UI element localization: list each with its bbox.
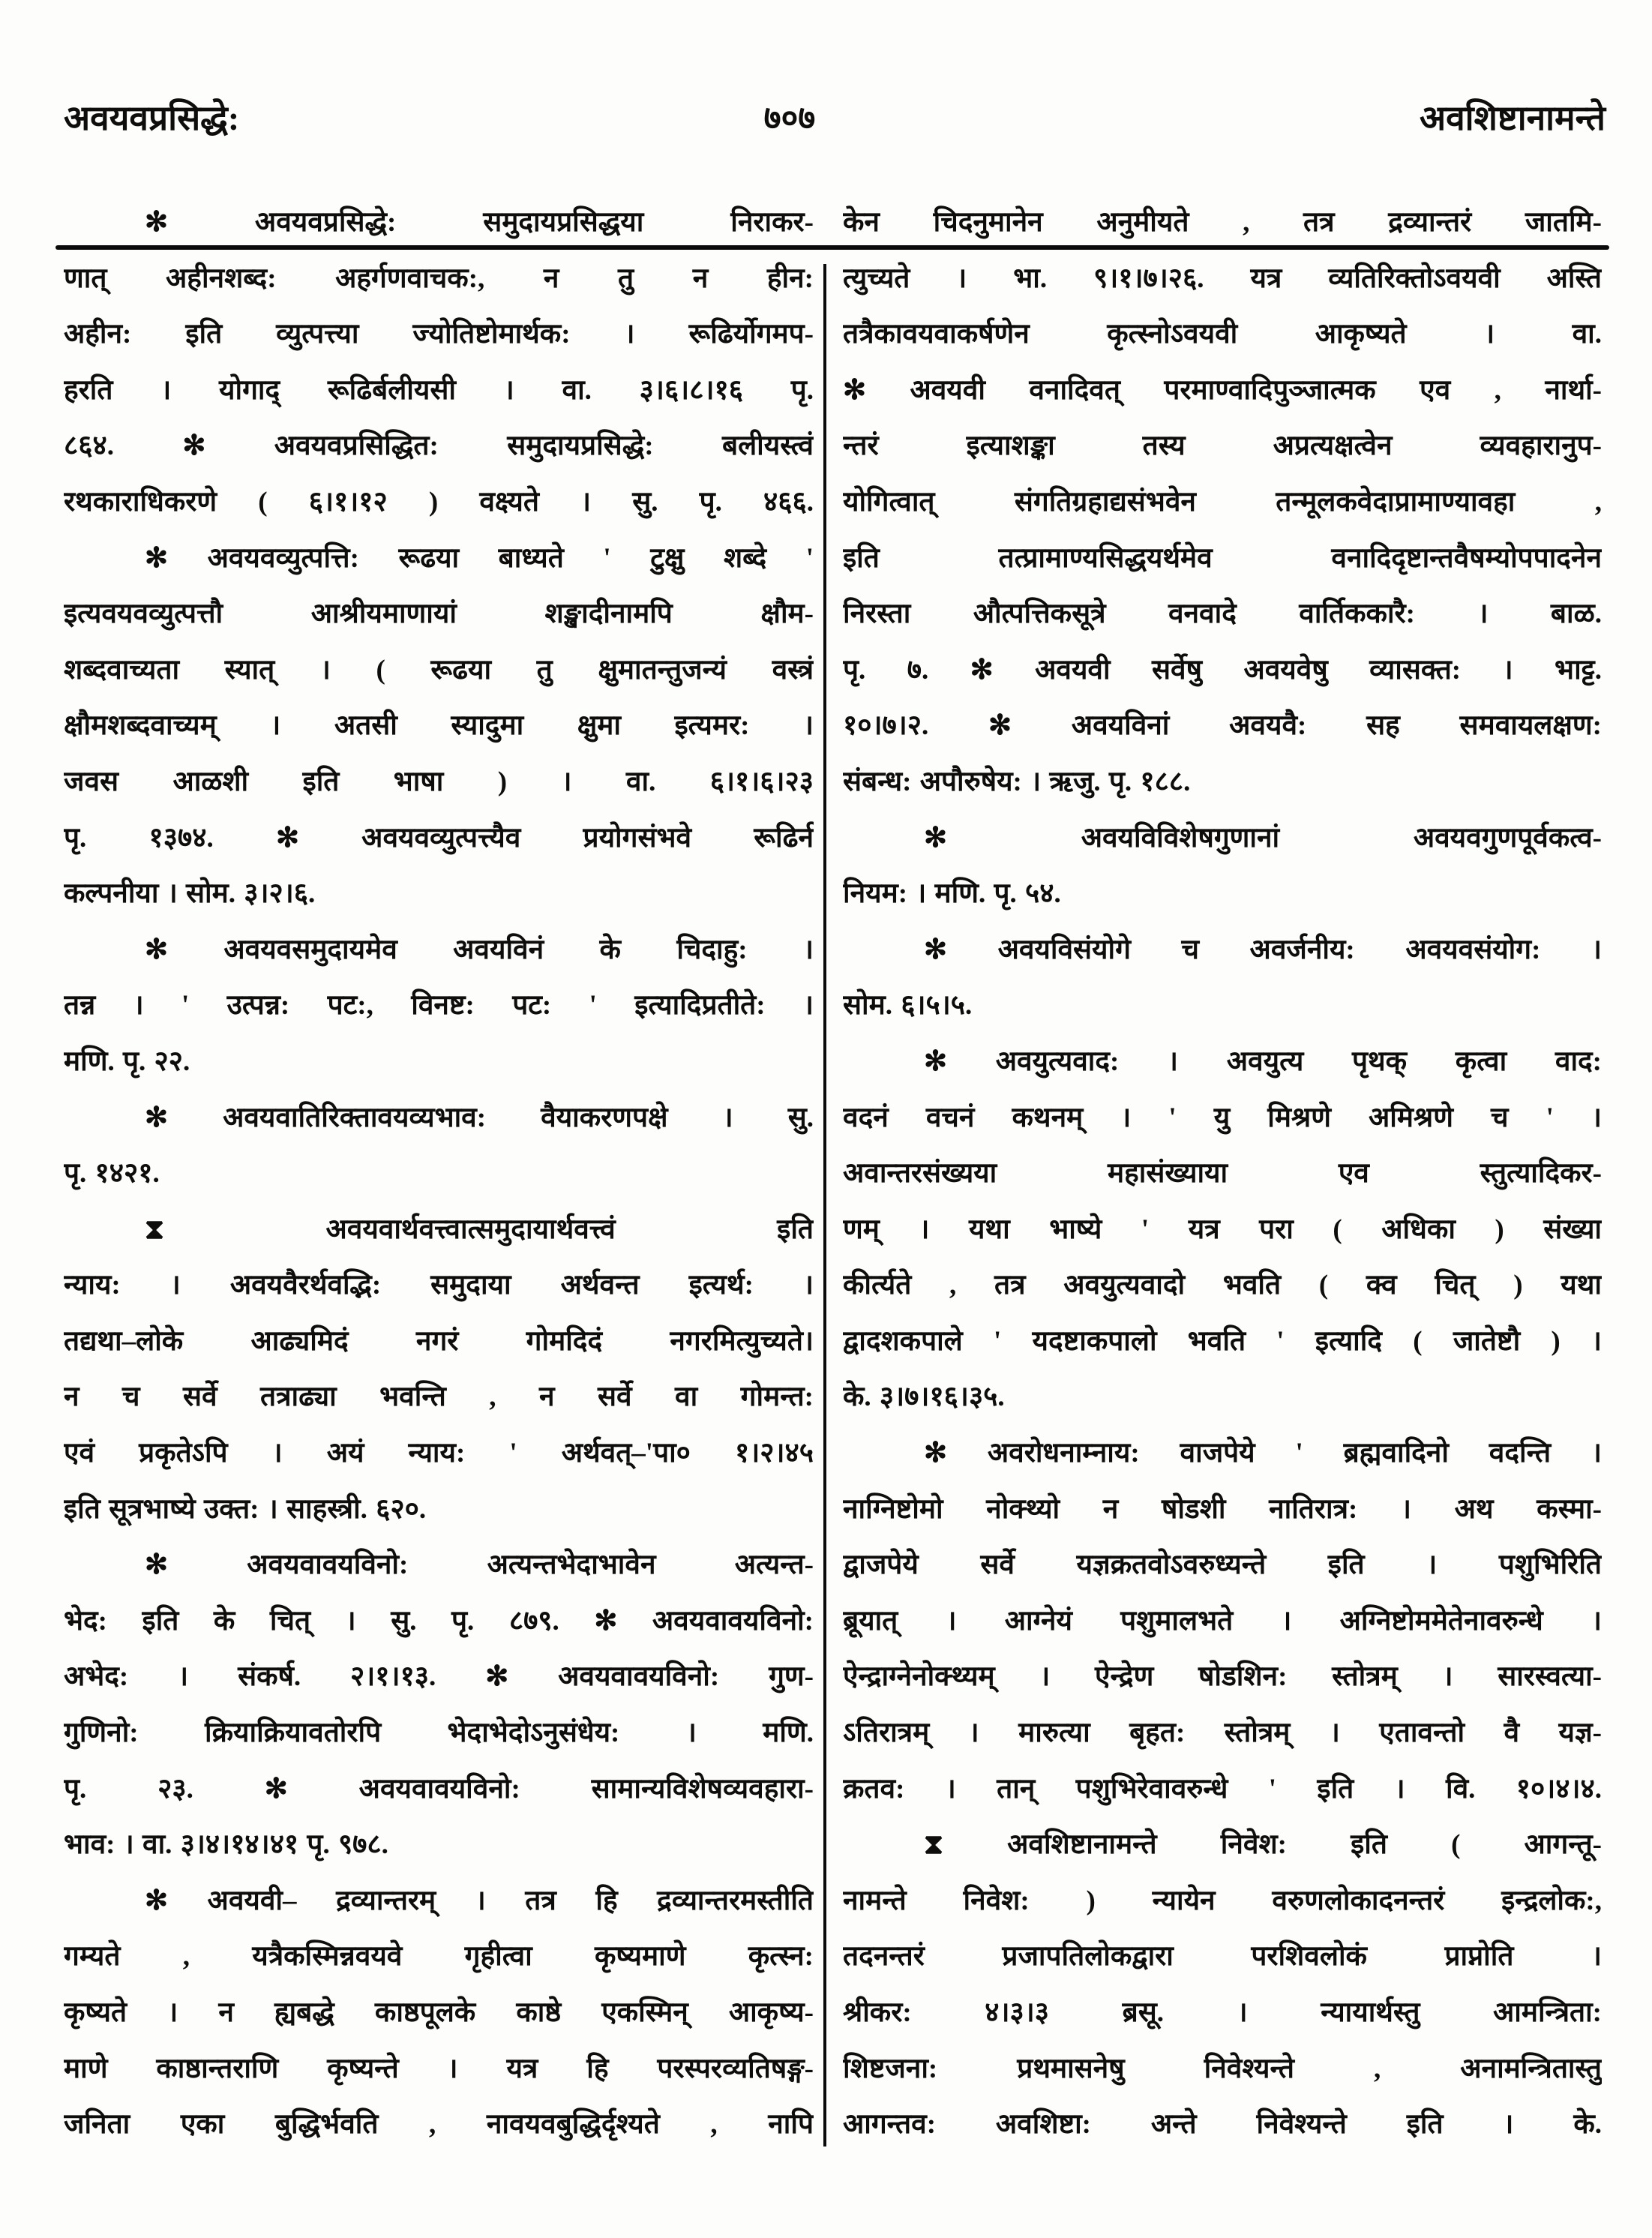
text-line: न्तरं इत्याशङ्का तस्य अप्रत्यक्षत्वेन व्यवहारानुप-: [843, 430, 1602, 462]
text-line: रथकाराधिकरणे ( ६।१।१२ ) वक्ष्यते । सु. पृ. ४६६.: [64, 486, 814, 518]
text-line: अहीन: इति व्युत्पत्त्या ज्योतिष्टोमार्थक: । रूढिर्योगमप-: [64, 319, 814, 350]
text-line: पृ. ७. ✻ अवयवी सर्वेषु अवयवेषु व्यासक्त: । भाट्ट.: [843, 654, 1602, 686]
text-line: ✻ अवयवप्रसिद्धे: समुदायप्रसिद्धया निराकर-: [145, 207, 814, 238]
text-line: शब्दवाच्यता स्यात् । ( रूढया तु क्षुमातन्तुजन्यं वस्त्रं: [64, 654, 814, 686]
text-line: तत्रैकावयवाकर्षणेन कृत्स्नोऽवयवी आकृष्यते । वा.: [843, 319, 1602, 350]
text-line: ✻ अवयुत्यवाद: । अवयुत्य पृथक् कृत्वा वाद:: [924, 1046, 1602, 1077]
text-line: क्रतव: । तान् पशुभिरेवावरुन्धे ' इति । वि. १०।४।४.: [843, 1773, 1602, 1804]
text-line: कृष्यते । न ह्यबद्धे काष्ठपूलके काष्ठे एकस्मिन् आकृष्य-: [64, 1997, 814, 2028]
text-line: णात् अहीनशब्द: अहर्गणवाचक:, न तु न हीन:: [64, 262, 814, 294]
text-line: ✻ अवरोधनाम्नाय: वाजपेये ' ब्रह्मवादिनो वदन्ति ।: [924, 1438, 1602, 1469]
text-line: संबन्ध: अपौरुषेय: । ऋजु. पृ. १८८.: [843, 766, 1191, 797]
text-line: पृ. २३. ✻ अवयवावयविनो: सामान्यविशेषव्यवहारा-: [64, 1773, 814, 1804]
header-left-keyword: अवयवप्रसिद्धे:: [64, 99, 240, 137]
text-line: तद्यथा–लोके आढ्यमिदं नगरं गोमदिदं नगरमित्युच्यते।: [64, 1325, 814, 1357]
text-line: भेद: इति के चित् । सु. पृ. ८७९. ✻ अवयवावयविनो:: [64, 1605, 814, 1636]
text-line: अवान्तरसंख्यया महासंख्याया एव स्तुत्यादिकर-: [843, 1158, 1602, 1190]
text-line: ✻ अवयविसंयोगे च अवर्जनीय: अवयवसंयोग: ।: [924, 934, 1602, 965]
text-line: ब्रूयात् । आग्नेयं पशुमालभते । अग्निष्टोममेतेनावरुन्धे ।: [843, 1605, 1602, 1636]
text-line: माणे काष्ठान्तराणि कृष्यन्ते । यत्र हि परस्परव्यतिषङ्ग-: [64, 2053, 814, 2084]
page-number: ७०७: [763, 100, 816, 136]
text-line: हरति । योगाद् रूढिर्बलीयसी । वा. ३।६।८।१६ पृ.: [64, 374, 814, 406]
text-line: ऽतिरात्रम् । मारुत्या बृहत: स्तोत्रम् । एतावन्तो वै यज्ञ-: [843, 1718, 1602, 1749]
text-line: गम्यते , यत्रैकस्मिन्नवयवे गृहीत्वा कृष्यमाणे कृत्स्न:: [64, 1941, 814, 1972]
text-line: द्वाजपेये सर्वे यज्ञक्रतवोऽवरुध्यन्ते इति । पशुभिरिति: [843, 1550, 1602, 1581]
text-line: ऐन्द्राग्नेनोक्थ्यम् । ऐन्द्रेण षोडशिन: स्तोत्रम् । सारस्वत्या-: [843, 1661, 1602, 1693]
text-line: इति सूत्रभाष्ये उक्त: । साहस्त्री. ६२०.: [64, 1493, 427, 1525]
text-line: वदनं वचनं कथनम् । ' यु मिश्रणे अमिश्रणे च ' ।: [843, 1102, 1602, 1133]
text-line: ✻ अवयवातिरिक्तावयव्यभाव: वैयाकरणपक्षे । सु.: [145, 1102, 814, 1133]
text-line: न च सर्वे तत्राढ्या भवन्ति , न सर्वे वा गोमन्त:: [64, 1382, 814, 1413]
text-line: ✻ अवयवव्युत्पत्ति: रूढया बाध्यते ' टुक्षु शब्दे ': [145, 542, 814, 574]
text-line: इति तत्प्रामाण्यसिद्धयर्थमेव वनादिदृष्टान्तवैषम्योपपादनेन: [843, 542, 1602, 574]
text-line: आगन्तव: अवशिष्टा: अन्ते निवेश्यन्ते इति । के.: [843, 2109, 1602, 2140]
running-header: [64, 88, 1606, 148]
text-line: ✻ अवयविविशेषगुणानां अवयवगुणपूर्वकत्व-: [924, 822, 1602, 854]
text-line: क्षौमशब्दवाच्यम् । अतसी स्यादुमा क्षुमा इत्यमर: ।: [64, 710, 814, 742]
text-line: एवं प्रकृतेऽपि । अयं न्याय: ' अर्थवत्–'पा० १।२।४५: [64, 1438, 814, 1469]
text-line: ⧗ अवशिष्टानामन्ते निवेश: इति ( आगन्तू-: [924, 1829, 1602, 1861]
text-line: कीर्त्यते , तत्र अवयुत्यवादो भवति ( क्व चित् ) यथा: [843, 1270, 1602, 1301]
text-line: योगित्वात् संगतिग्रहाद्यसंभवेन तन्मूलकवेदाप्रामाण्यावहा ,: [843, 486, 1602, 518]
text-line: द्वादशकपाले ' यदष्टाकपालो भवति ' इत्यादि ( जातेष्टौ ) ।: [843, 1325, 1602, 1357]
text-line: गुणिनो: क्रियाक्रियावतोरपि भेदाभेदोऽनुसंधेय: । मणि.: [64, 1718, 814, 1749]
text-line: ✻ अवयवी वनादिवत् परमाण्वादिपुञ्जात्मक एव , नार्था-: [843, 374, 1602, 406]
text-line: पृ. १३७४. ✻ अवयवव्युत्पत्त्यैव प्रयोगसंभवे रूढिर्न: [64, 822, 814, 854]
text-line: कल्पनीया । सोम. ३।२।६.: [64, 878, 316, 910]
right-text-column: [843, 195, 1602, 2153]
text-line: १०।७।२. ✻ अवयविनां अवयवै: सह समवायलक्षण:: [843, 710, 1602, 742]
text-line: निरस्ता औत्पत्तिकसूत्रे वनवादे वार्तिककारै: । बाळ.: [843, 598, 1602, 630]
text-line: सोम. ६।५।५.: [843, 990, 973, 1022]
text-line: पृ. १४२१.: [64, 1158, 160, 1190]
text-line: ८६४. ✻ अवयवप्रसिद्धित: समुदायप्रसिद्धे: बलीयस्त्वं: [64, 430, 814, 462]
text-line: जवस आळशी इति भाषा ) । वा. ६।१।६।२३: [64, 766, 814, 797]
text-line: तदनन्तरं प्रजापतिलोकद्वारा परशिवलोकं प्राप्नोति ।: [843, 1941, 1602, 1972]
text-line: नामन्ते निवेश: ) न्यायेन वरुणलोकादनन्तरं इन्द्रलोक:,: [843, 1885, 1602, 1916]
header-right-keyword: अवशिष्टानामन्ते: [1419, 99, 1606, 137]
column-divider: [823, 264, 826, 2146]
text-line: इत्यवयवव्युत्पत्तौ आश्रीयमाणायां शङ्खादीनामपि क्षौम-: [64, 598, 814, 630]
text-line: नाग्निष्टोमो नोक्थ्यो न षोडशी नातिरात्र: । अथ कस्मा-: [843, 1493, 1602, 1525]
text-line: ✻ अवयवावयविनो: अत्यन्तभेदाभावेन अत्यन्त-: [145, 1550, 814, 1581]
text-line: श्रीकर: ४।३।३ ब्रसू. । न्यायार्थस्तु आमन्त्रिता:: [843, 1997, 1602, 2028]
text-line: भाव: । वा. ३।४।१४।४१ पृ. ९७८.: [64, 1829, 388, 1861]
text-line: शिष्टजना: प्रथमासनेषु निवेश्यन्ते , अनामन्त्रितास्तु: [843, 2053, 1602, 2084]
text-line: ⧗ अवयवार्थवत्त्वात्समुदायार्थवत्त्वं इति: [145, 1214, 814, 1245]
text-line: नियम: । मणि. पृ. ५४.: [843, 878, 1061, 910]
text-line: अभेद: । संकर्ष. २।१।१३. ✻ अवयवावयविनो: गुण-: [64, 1661, 814, 1693]
text-line: न्याय: । अवयवैरर्थवद्भि: समुदाया अर्थवन्त इत्यर्थ: ।: [64, 1270, 814, 1301]
text-line: ✻ अवयवी– द्रव्यान्तरम् । तत्र हि द्रव्यान्तरमस्तीति: [145, 1885, 814, 1916]
text-line: तन्न । ' उत्पन्न: पट:, विनष्ट: पट: ' इत्यादिप्रतीते: ।: [64, 990, 814, 1022]
text-line: ✻ अवयवसमुदायमेव अवयविनं के चिदाहु: ।: [145, 934, 814, 965]
text-line: केन चिदनुमानेन अनुमीयते , तत्र द्रव्यान्तरं जातमि-: [843, 207, 1602, 238]
text-line: त्युच्यते । भा. ९।१।७।२६. यत्र व्यतिरिक्तोऽवयवी अस्ति: [843, 262, 1602, 294]
left-text-column: [64, 195, 814, 2153]
text-line: मणि. पृ. २२.: [64, 1046, 190, 1077]
text-line: जनिता एका बुद्धिर्भवति , नावयवबुद्धिर्दृश्यते , नापि: [64, 2109, 814, 2140]
text-line: णम् । यथा भाष्ये ' यत्र परा ( अधिका ) संख्या: [843, 1214, 1602, 1245]
text-line: के. ३।७।१६।३५.: [843, 1382, 1005, 1413]
